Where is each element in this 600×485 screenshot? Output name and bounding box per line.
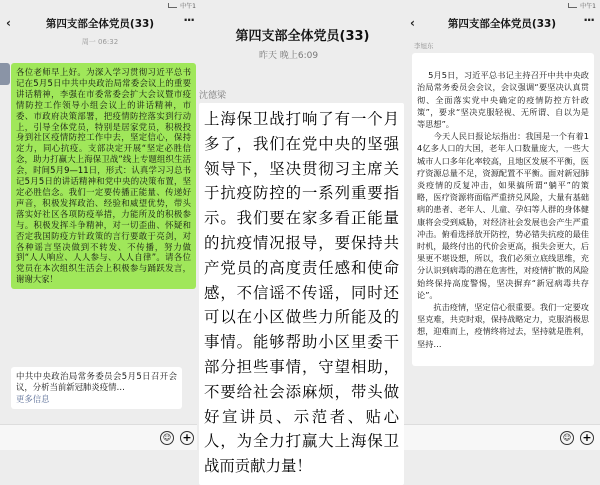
signal-icon <box>568 3 577 8</box>
plus-icon[interactable]: + <box>580 431 594 445</box>
chat-titlebar <box>404 11 600 35</box>
message-text: 5月5日，习近平总书记主持召开中共中央政治局常务委员会会议，会议强调“要坚决认真贯彻、全面落实党中央确定的疫情防控方针政策”，要求“坚决克服轻视、无所谓、自以为是等思想”。 今天人民日报论坛指出：我国是一个有着14亿多人口的大国，老年人口数量庞大，一些大城市人口多年化率较高，且地区发展不平衡，医疗资源总量不足，资源配置不平衡。面对新冠肺炎疫情的反复冲击，如果搞所谓“躺平”的策略，医疗资源将面临严重挤兑风险，大量有基础病的患者、老年人、儿童、孕妇等人群的身体健康将会受到威胁，对经济社会发展也会产生严重冲击。俯看选择放开防控，势必错失抗疫的最佳时机，最终付出的代价会更高，损失会更大，后果更不堪设想，所以，我们必须立底线思维，充分认识到病毒的潜在危害性，对疫情扩散的风险始终保持高度警惕，坚决摒弃“新冠病毒共存论”。 抗击疫情，坚定信心很重要。我们一定要攻坚克难，共克时艰，保持战略定力，克服消极思想，迎难而上，疫情终将过去，坚持就是胜利，坚持… <box>417 70 589 349</box>
status-bar <box>404 0 600 11</box>
message-bubble-other[interactable] <box>199 103 404 485</box>
avatar[interactable] <box>0 63 10 85</box>
status-time: 中午1 <box>180 3 196 10</box>
chat-panel-middle <box>197 0 408 476</box>
message-bubble-link[interactable] <box>11 367 182 409</box>
status-time: 中午1 <box>580 3 596 10</box>
more-dots-icon[interactable]: ··· <box>183 13 194 27</box>
signal-icon <box>168 3 177 8</box>
message-text: 上海保卫战打响了有一个月多了，我们在党中央的坚强领导下，坚决贯彻习主席关于抗疫防控的一系列重要指示。我们要在家多看正能量的抗疫情况报导，要保持共产党员的高度责任感和使命感，不信谣不传谣，同时还可以在小区做些力所能及的事情。能够帮助小区里委干部分担些事情，守望相助，不要给社会添麻烦，带头做好宣讲员、示范者、贴心人，为全力打赢大上海保卫战而贡献力量！ <box>204 110 399 476</box>
message-bubble-other[interactable] <box>412 53 594 366</box>
back-arrow-icon[interactable]: ‹ <box>410 16 415 30</box>
message-timestamp: 周一 06:32 <box>81 38 119 46</box>
sender-name: 沈德梁 <box>199 91 227 101</box>
more-dots-icon[interactable]: ··· <box>583 13 594 27</box>
input-bar <box>404 424 600 450</box>
emoji-icon[interactable]: ☺ <box>160 431 174 445</box>
back-arrow-icon[interactable]: ‹ <box>6 16 11 30</box>
chat-title: 第四支部全体党员(33) <box>447 17 557 30</box>
more-info-link[interactable]: 更多信息 <box>16 393 50 404</box>
chat-title: 第四支部全体党员(33) <box>235 28 370 44</box>
chat-titlebar <box>0 11 200 35</box>
input-bar <box>0 424 200 450</box>
sender-name: 李旭东 <box>414 42 434 50</box>
chat-title: 第四支部全体党员(33) <box>45 17 155 30</box>
emoji-icon[interactable]: ☺ <box>560 431 574 445</box>
status-bar <box>0 0 200 11</box>
status-icons <box>168 1 196 10</box>
chat-panel-right <box>404 0 600 450</box>
plus-icon[interactable]: + <box>180 431 194 445</box>
message-bubble-self[interactable] <box>11 63 196 289</box>
partial-timestamp: 昨天 晚上6:09 <box>259 51 319 61</box>
chat-panel-left <box>0 0 200 450</box>
message-text: 各位老师早上好。为深入学习贯彻习近平总书记在5月5日中共中央政治局常委会议上的重要讲话精神，李强在市委常委会扩大会议暨市疫情防控工作领导小组会议上的讲话精神，市委、市政府决策部署，把疫情防控落实到行动上，引导全体党员，特别是居家党员，积极投身到社区疫情防控工作中去，坚定信心，保持定力，同心抗疫。支部决定开展“坚定必胜信念，助力打赢大上海保卫战”线上专题组织生活会，时间5月9—11日，形式：认真学习习总书记5月5日的讲话精神和党中央的决策布置，坚定必胜信念。我们一定要传播正能量、传递好声音，积极发挥政治、经验和威望优势，带头落实好社区各项防疫举措，力能所及的积极参与。积极发挥斗争精神，对一切歪曲、怀疑和否定我国防疫方针政策的言行要敢于亮剑，对各种谣言坚决做到不转发、不传播，努力做到“人人响应、人人参与、人人自律”。请各位党员在本次组织生活会上积极参与踊跃发言，谢谢大家！ <box>16 67 191 285</box>
chat-titlebar <box>197 20 408 48</box>
status-icons <box>568 1 596 10</box>
message-text: 中共中央政治局常务委员会5月5日召开会议，分析当前新冠肺炎疫情… <box>16 371 177 392</box>
